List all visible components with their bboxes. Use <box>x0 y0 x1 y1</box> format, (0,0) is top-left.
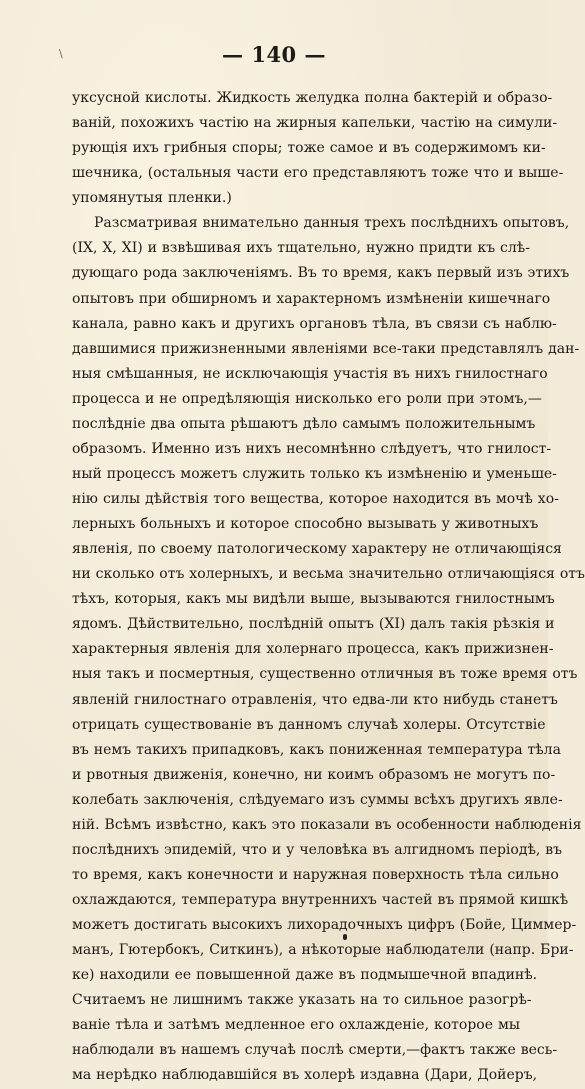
paragraph <box>72 86 564 211</box>
text-line: канала, равно какъ и другихъ органовъ тѣла, въ связи съ наблю- <box>72 315 557 332</box>
text-line: ваній, похожихъ частію на жирныя капельки, частію на симули- <box>72 115 558 132</box>
text-line: и рвотныя движенія, конечно, ни коимъ образомъ не могутъ по- <box>72 766 556 783</box>
text-line: ній. Всѣмъ извѣстно, какъ это показали въ особенности наблюденія <box>72 816 582 833</box>
text-line: Считаемъ не лишнимъ также указать на то сильное разогрѣ- <box>72 992 532 1009</box>
text-line: ма нерѣдко наблюдавшійся въ холерѣ издавна (Дари, Дойеръ, <box>72 1067 538 1084</box>
text-line: дующаго рода заключеніямъ. Въ то время, какъ первый изъ этихъ <box>72 265 570 282</box>
page-number: — 140 — <box>222 42 326 67</box>
ink-speck <box>343 934 347 940</box>
text-line: лерныхъ больныхъ и которое способно вызывать у животныхъ <box>72 516 539 533</box>
text-line: образомъ. Именно изъ нихъ несомнѣнно слѣдуетъ, что гнилост- <box>72 440 552 457</box>
text-line: процесса и не опредѣляющія нисколько его роли при этомъ,— <box>72 390 542 407</box>
text-line: рующія ихъ грибныя споры; тоже самое и въ содержимомъ ки- <box>72 140 546 157</box>
text-line: характерныя явленія для холернаго процесса, какъ прижизнен- <box>72 641 554 658</box>
text-line: явленій гнилостнаго отравленія, что едва-ли кто нибудь станетъ <box>72 691 558 708</box>
text-line: можетъ достигать высокихъ лихорадочныхъ цифръ (Бойе, Циммер- <box>72 917 577 934</box>
text-line: Разсматривая внимательно данныя трехъ послѣднихъ опытовъ, <box>94 215 570 232</box>
text-line: наблюдали въ нашемъ случаѣ послѣ смерти,—фактъ также весь- <box>72 1042 558 1059</box>
text-line: то время, какъ конечности и наружная поверхность тѣла сильно <box>72 866 559 883</box>
text-line: уксусной кислоты. Жидкость желудка полна бактерій и образо- <box>72 90 553 106</box>
text-line: ке) находили ее повышенной даже въ подмышечной впадинѣ. <box>72 967 538 984</box>
text-line: давшимися прижизненными явленіями все-таки представлялъ дан- <box>72 340 580 357</box>
text-line: явленія, по своему патологическому характеру не отличающіяся <box>72 541 562 558</box>
text-line: колебать заключенія, слѣдуемаго изъ суммы всѣхъ другихъ явле- <box>72 791 563 808</box>
text-line: тѣхъ, которыя, какъ мы видѣли выше, вызываются гнилостнымъ <box>72 591 555 608</box>
body-text <box>72 86 585 1089</box>
text-line: (IX, X, XI) и взвѣшивая ихъ тщательно, нужно придти къ слѣ- <box>72 240 530 257</box>
paragraph <box>72 211 585 1088</box>
text-line: отрицать существованіе въ данномъ случаѣ холеры. Отсутствіе <box>72 716 546 733</box>
margin-mark: \ <box>59 47 63 60</box>
text-line: ядомъ. Дѣйствительно, послѣдній опытъ (XI) далъ такія рѣзкія и <box>72 616 555 633</box>
text-line: ный процессъ можетъ служить только къ измѣненію и уменьше- <box>72 465 557 482</box>
text-line: ныя смѣшанныя, не исключающія участія въ нихъ гнилостнаго <box>72 365 548 382</box>
text-line: шечника, (остальныя части его представляютъ тоже что и выше- <box>72 165 564 182</box>
text-line: послѣдніе два опыта рѣшаютъ дѣло самымъ положительнымъ <box>72 415 536 432</box>
text-line: въ немъ такихъ припадковъ, какъ пониженная температура тѣла <box>72 741 561 758</box>
text-line: опытовъ при обширномъ и характерномъ измѣненіи кишечнаго <box>72 290 551 307</box>
text-line: манъ, Гютербокъ, Ситкинъ), а нѣкоторые наблюдатели (напр. Бри- <box>72 942 574 959</box>
text-line: упомянутыя пленки.) <box>72 190 232 207</box>
text-line: ныя такъ и посмертныя, существенно отличныя въ тоже время отъ <box>72 666 578 683</box>
text-line: послѣднихъ эпидемій, что и у человѣка въ алгидномъ періодѣ, въ <box>72 841 563 858</box>
text-line: охлаждаются, температура внутреннихъ частей въ прямой кишкѣ <box>72 892 569 908</box>
text-line: ваніе тѣла и затѣмъ медленное его охлажденіе, которое мы <box>72 1017 521 1034</box>
text-line: нію силы дѣйствія того вещества, которое находится въ мочѣ хо- <box>72 491 559 507</box>
text-line: ни сколько отъ холерныхъ, и весьма значительно отличающіяся отъ <box>72 566 585 583</box>
